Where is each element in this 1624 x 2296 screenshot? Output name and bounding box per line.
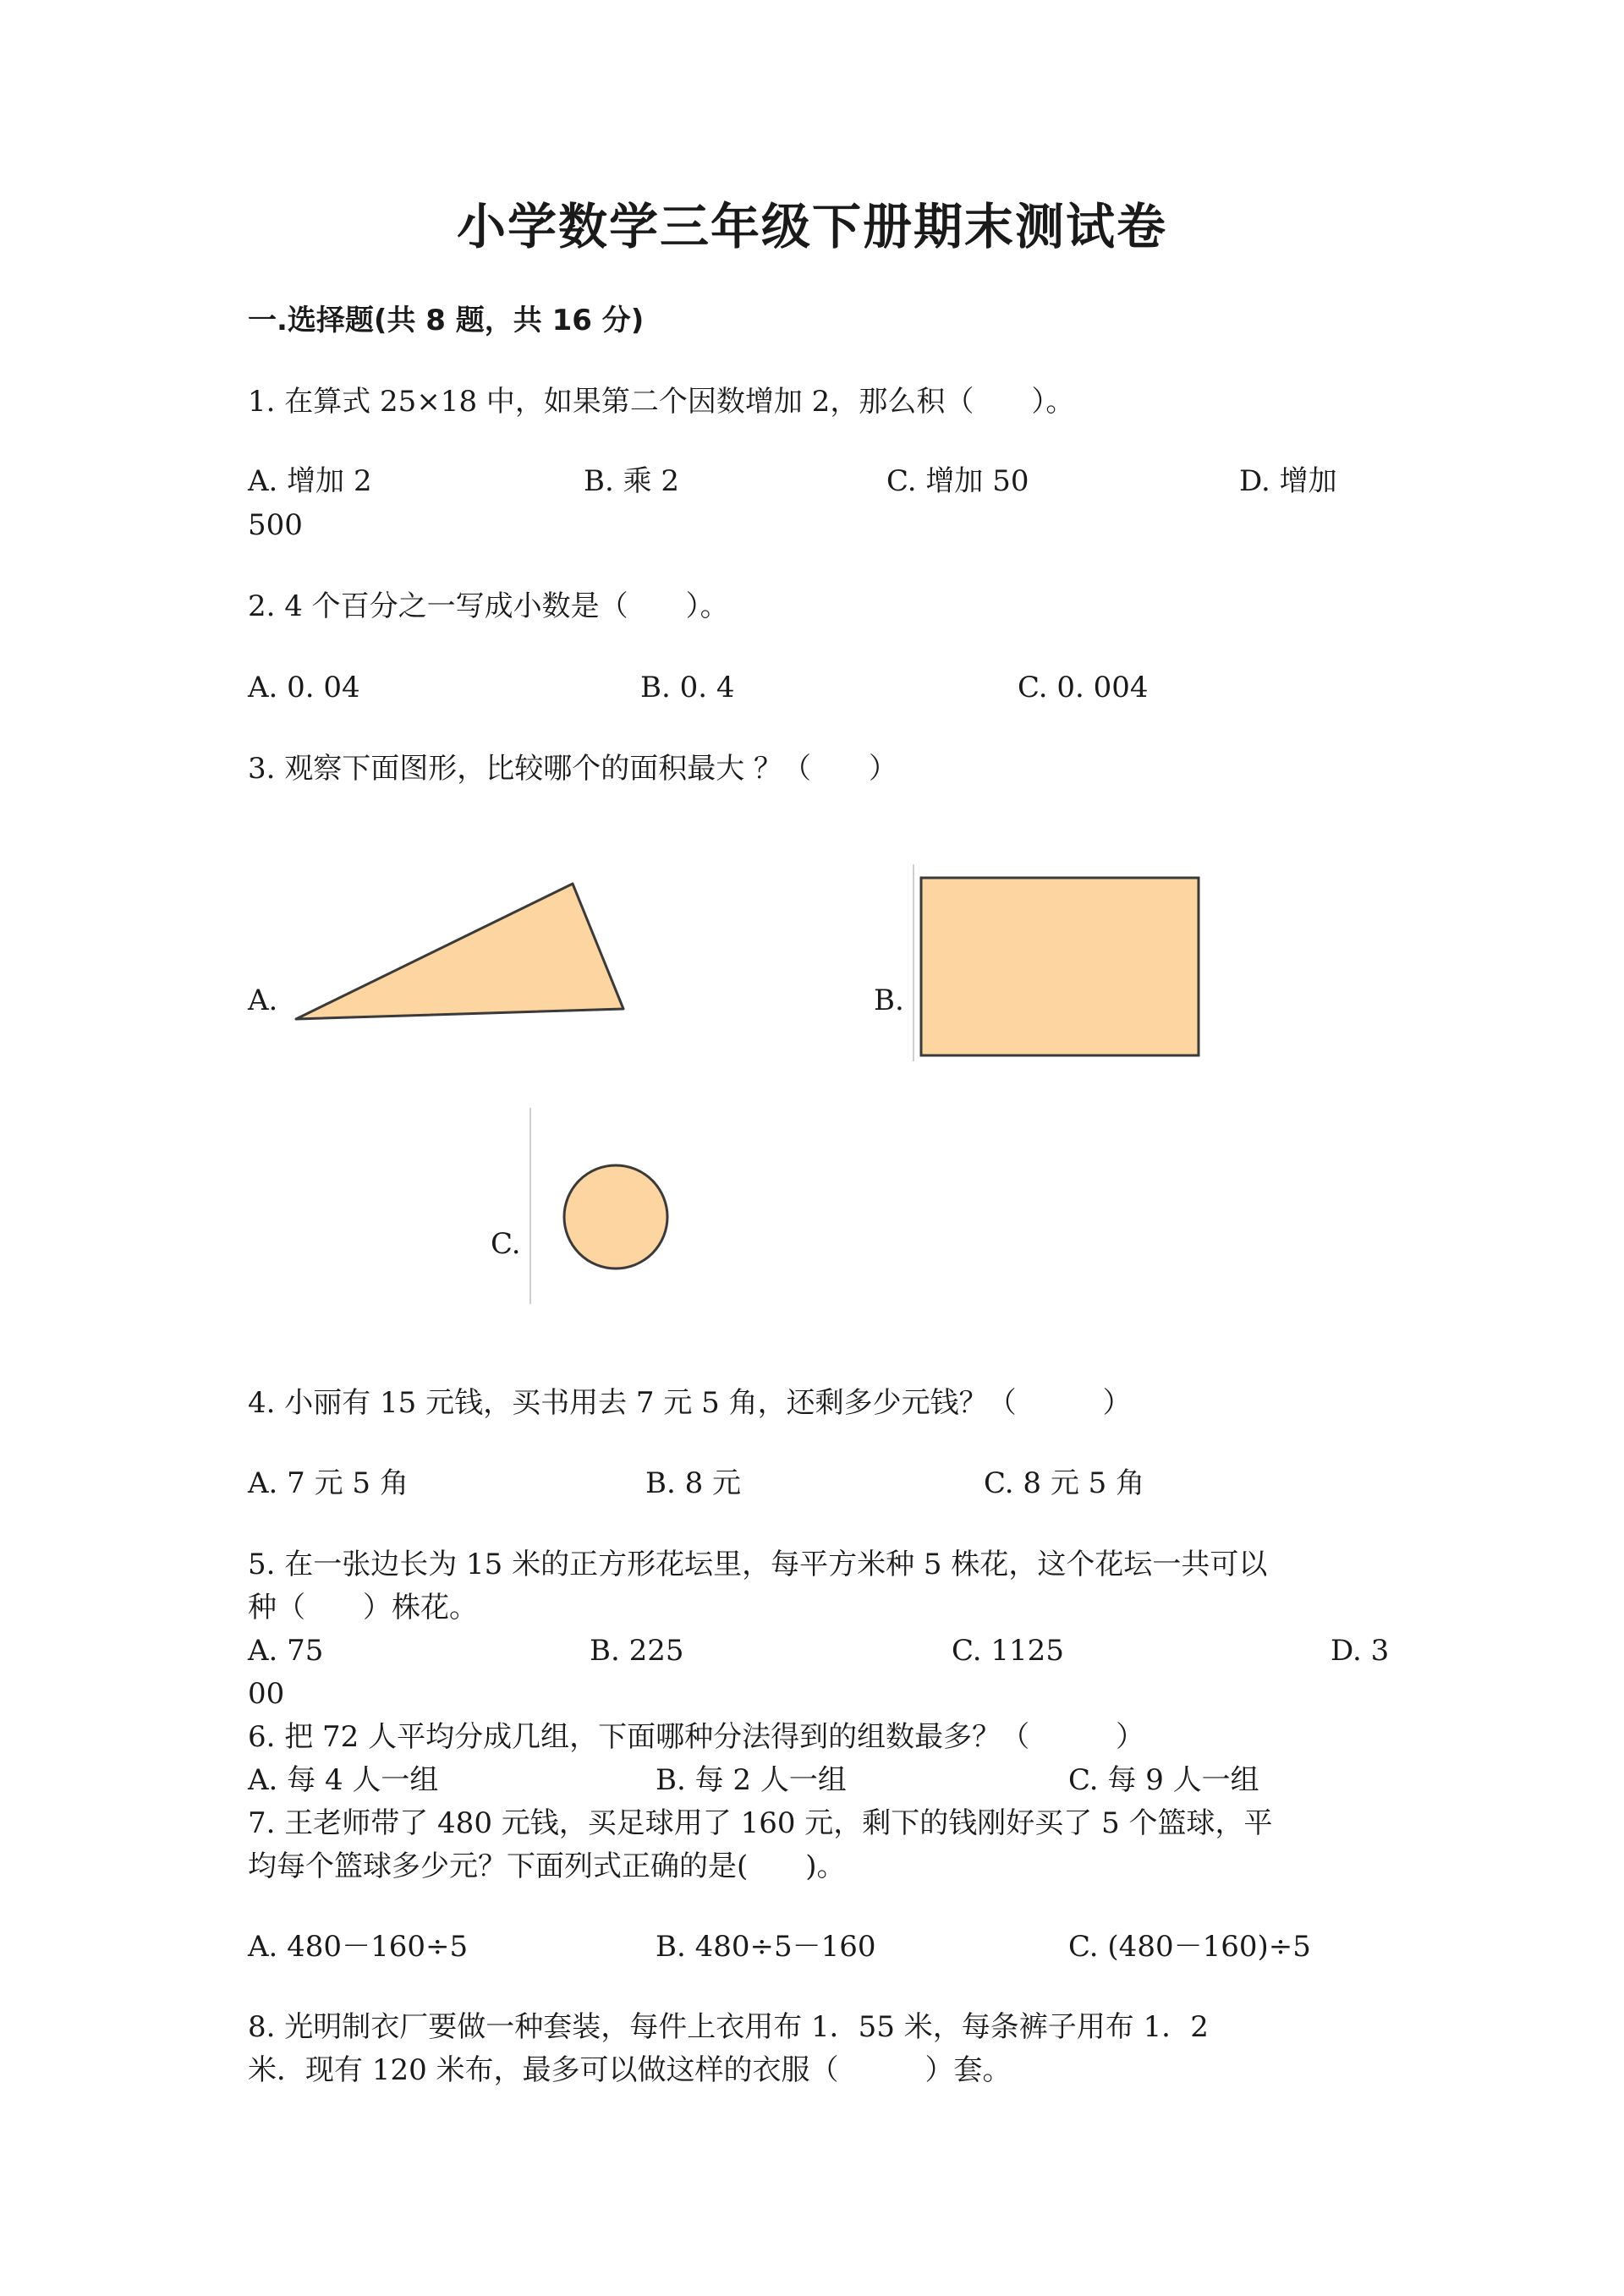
question-5-option-c: C. 1125 bbox=[952, 1634, 1064, 1668]
question-7-stem-line-1: 7. 王老师带了 480 元钱，买足球用了 160 元，剩下的钱刚好买了 5 个篮球，平 bbox=[248, 1806, 1273, 1840]
question-6-option-c: C. 每 9 人一组 bbox=[1068, 1763, 1259, 1797]
question-8-stem-line-1: 8. 光明制衣厂要做一种套装，每件上衣用布 1．55 米，每条裤子用布 1．2 bbox=[248, 2010, 1209, 2044]
question-1-stem: 1. 在算式 25×18 中，如果第二个因数增加 2，那么积（ ）。 bbox=[248, 385, 1075, 419]
question-4-option-c: C. 8 元 5 角 bbox=[984, 1466, 1145, 1500]
question-4-option-a: A. 7 元 5 角 bbox=[248, 1466, 409, 1500]
rectangle-figure bbox=[912, 864, 1208, 1063]
question-2-option-c: C. 0. 004 bbox=[1018, 671, 1149, 704]
question-2-stem: 2. 4 个百分之一写成小数是（ ）。 bbox=[248, 589, 729, 623]
question-6-option-a: A. 每 4 人一组 bbox=[248, 1763, 439, 1797]
figure-b-label: B. bbox=[874, 984, 904, 1017]
question-8-stem-line-2: 米．现有 120 米布，最多可以做这样的衣服（ ）套。 bbox=[248, 2053, 1012, 2087]
question-1-option-d-wrap: 500 bbox=[248, 508, 303, 542]
question-5-stem-line-1: 5. 在一张边长为 15 米的正方形花坛里，每平方米种 5 株花，这个花坛一共可以 bbox=[248, 1548, 1268, 1581]
section-heading: 一.选择题(共 8 题，共 16 分) bbox=[248, 304, 645, 337]
figure-c-label: C. bbox=[491, 1227, 521, 1261]
question-4-option-b: B. 8 元 bbox=[645, 1466, 742, 1500]
triangle-figure bbox=[288, 871, 634, 1032]
question-5-option-d: D. 3 bbox=[1330, 1634, 1390, 1668]
question-4-stem: 4. 小丽有 15 元钱，买书用去 7 元 5 角，还剩多少元钱？（ ） bbox=[248, 1386, 1132, 1420]
question-7-option-a: A. 480－160÷5 bbox=[248, 1930, 469, 1964]
question-1-option-c: C. 增加 50 bbox=[886, 464, 1029, 498]
figure-a-label: A. bbox=[248, 984, 278, 1017]
question-7-stem-line-2: 均每个篮球多少元？下面列式正确的是( )。 bbox=[248, 1849, 846, 1883]
question-5-option-d-wrap: 00 bbox=[248, 1677, 285, 1711]
question-6-option-b: B. 每 2 人一组 bbox=[656, 1763, 847, 1797]
question-3-stem: 3. 观察下面图形，比较哪个的面积最大 ？（ ） bbox=[248, 752, 898, 786]
question-7-option-c: C. (480－160)÷5 bbox=[1068, 1930, 1311, 1964]
question-1-option-d: D. 增加 bbox=[1239, 464, 1337, 498]
question-6-stem: 6. 把 72 人平均分成几组，下面哪种分法得到的组数最多？（ ） bbox=[248, 1720, 1145, 1754]
page-title: 小学数学三年级下册期末测试卷 bbox=[456, 198, 1167, 255]
question-2-option-b: B. 0. 4 bbox=[640, 671, 735, 704]
question-2-option-a: A. 0. 04 bbox=[248, 671, 360, 704]
circle-figure bbox=[528, 1108, 680, 1307]
question-5-stem-line-2: 种（ ）株花。 bbox=[248, 1591, 478, 1625]
question-1-option-a: A. 增加 2 bbox=[248, 464, 372, 498]
question-7-option-b: B. 480÷5－160 bbox=[656, 1930, 876, 1964]
question-5-option-b: B. 225 bbox=[590, 1634, 684, 1668]
question-1-option-b: B. 乘 2 bbox=[584, 464, 680, 498]
question-5-option-a: A. 75 bbox=[248, 1634, 324, 1668]
